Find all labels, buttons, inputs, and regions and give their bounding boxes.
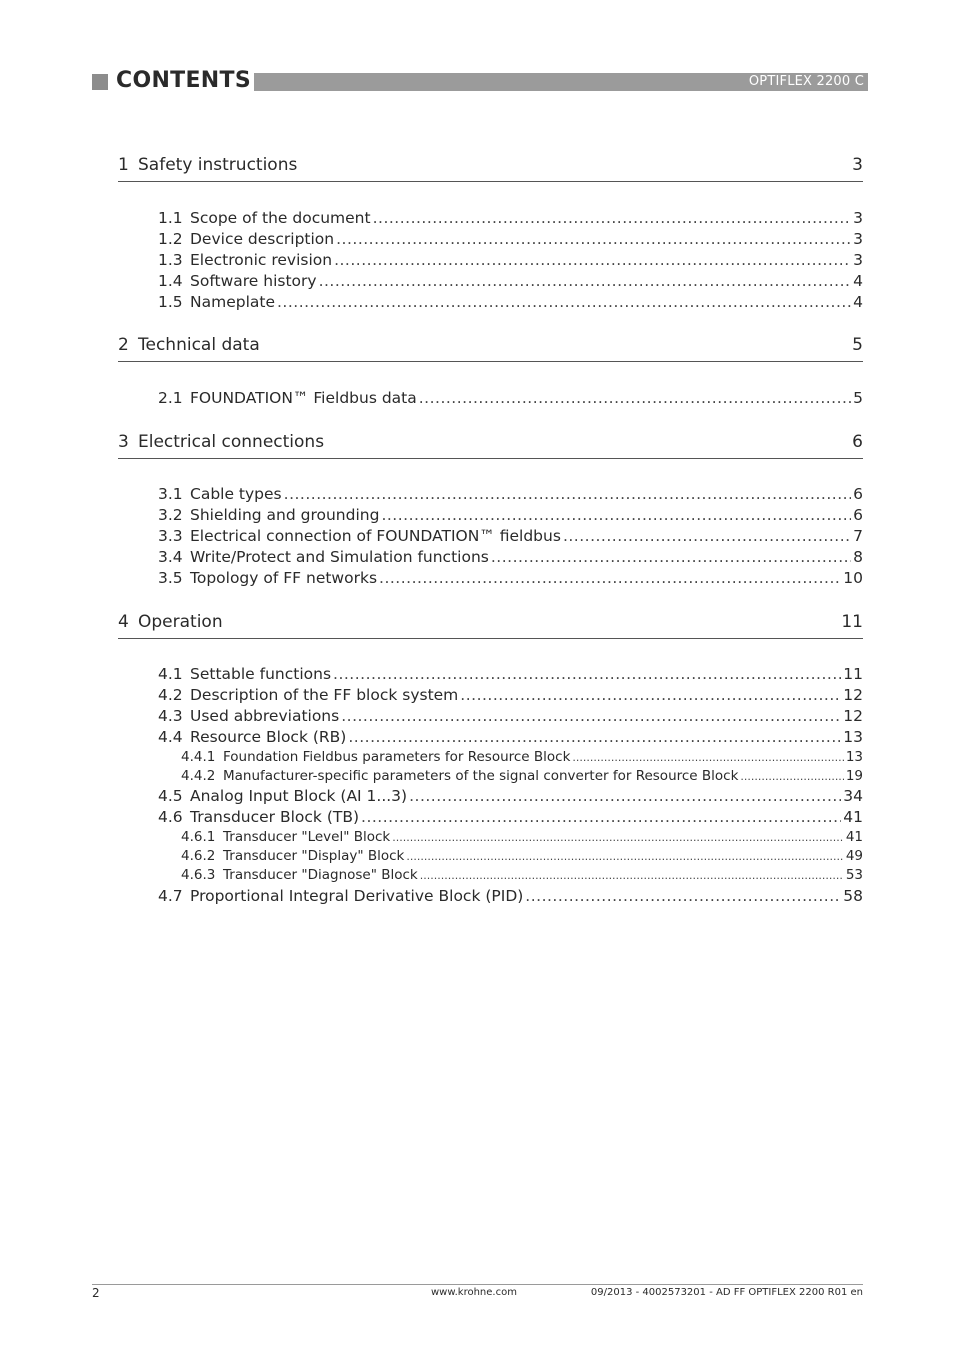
entry-title: Scope of the document (190, 209, 371, 227)
chapter-title: Operation (138, 612, 223, 632)
entry-title: Analog Input Block (AI 1...3) (190, 787, 408, 805)
entry-page: 13 (843, 728, 863, 746)
dot-leader (740, 767, 843, 786)
entry-page: 4 (853, 272, 863, 290)
entry-title: Used abbreviations (190, 707, 340, 725)
footer-divider (92, 1284, 863, 1285)
entry-number: 1.3 (158, 251, 183, 269)
dot-leader (284, 484, 851, 505)
page-header (0, 70, 954, 94)
dot-leader (334, 250, 851, 271)
toc-entry[interactable] (158, 271, 863, 292)
entry-page: 12 (843, 707, 863, 725)
toc-chapter-3[interactable] (118, 430, 863, 459)
dot-leader (333, 664, 841, 685)
entry-number: 1.5 (158, 293, 183, 311)
subentry-number: 4.6.3 (181, 867, 216, 883)
dot-leader (420, 866, 844, 885)
toc-subentry[interactable] (181, 767, 863, 786)
chapter-title: Electrical connections (138, 432, 325, 452)
entry-page: 34 (843, 787, 863, 805)
toc-entry[interactable] (158, 208, 863, 229)
toc-entry[interactable] (158, 685, 863, 706)
subentry-number: 4.4.2 (181, 768, 216, 784)
entry-title: Resource Block (RB) (190, 728, 347, 746)
entry-number: 4.4 (158, 728, 183, 746)
subentry-title: Foundation Fieldbus parameters for Resource Block (223, 749, 571, 765)
dot-leader (373, 208, 852, 229)
toc-chapter-1[interactable] (118, 153, 863, 182)
entry-number: 3.5 (158, 569, 183, 587)
dot-leader (572, 748, 843, 767)
chapter-page: 6 (852, 432, 863, 452)
dot-leader (563, 526, 851, 547)
chapter-title: Technical data (138, 335, 260, 355)
entry-page: 8 (853, 548, 863, 566)
toc-entry[interactable] (158, 706, 863, 727)
entry-number: 1.4 (158, 272, 183, 290)
toc-entry[interactable] (158, 727, 863, 748)
dot-leader (419, 388, 851, 409)
entry-number: 4.2 (158, 686, 183, 704)
subentry-number: 4.6.2 (181, 848, 216, 864)
toc-subentry[interactable] (181, 866, 863, 885)
chapter-page: 3 (852, 155, 863, 175)
entry-number: 4.7 (158, 887, 183, 905)
entry-title: Cable types (190, 485, 282, 503)
chapter-number: 2 (118, 335, 129, 355)
entry-title: Device description (190, 230, 335, 248)
header-square-marker (92, 74, 108, 90)
entry-number: 4.6 (158, 808, 183, 826)
subentry-title: Transducer "Diagnose" Block (223, 867, 418, 883)
entry-page: 11 (843, 665, 863, 683)
entry-number: 3.3 (158, 527, 183, 545)
subentry-number: 4.4.1 (181, 749, 216, 765)
entry-page: 6 (853, 506, 863, 524)
entry-number: 4.3 (158, 707, 183, 725)
entry-title: Description of the FF block system (190, 686, 459, 704)
toc-chapter-2[interactable] (118, 333, 863, 362)
entry-number: 3.1 (158, 485, 183, 503)
toc-entry[interactable] (158, 547, 863, 568)
entry-title: Electrical connection of FOUNDATION™ fieldbus (190, 527, 561, 545)
entry-title: FOUNDATION™ Fieldbus data (190, 389, 417, 407)
dot-leader (460, 685, 841, 706)
entry-title: Shielding and grounding (190, 506, 380, 524)
entry-page: 6 (853, 485, 863, 503)
entry-title: Nameplate (190, 293, 275, 311)
toc-entry[interactable] (158, 664, 863, 685)
entry-page: 7 (853, 527, 863, 545)
entry-title: Transducer Block (TB) (190, 808, 360, 826)
toc-subentry[interactable] (181, 847, 863, 866)
dot-leader (381, 505, 851, 526)
entry-number: 1.1 (158, 209, 183, 227)
entry-number: 2.1 (158, 389, 183, 407)
toc-subentry[interactable] (181, 828, 863, 847)
chapter-page: 5 (852, 335, 863, 355)
dot-leader (319, 271, 852, 292)
toc-entry[interactable] (158, 229, 863, 250)
entry-number: 4.1 (158, 665, 183, 683)
chapter-number: 4 (118, 612, 129, 632)
entry-page: 10 (843, 569, 863, 587)
entry-number: 3.4 (158, 548, 183, 566)
dot-leader (341, 706, 841, 727)
dot-leader (379, 568, 841, 589)
dot-leader (348, 727, 841, 748)
toc-entry[interactable] (158, 807, 863, 828)
chapter-number: 1 (118, 155, 129, 175)
footer-website-link[interactable]: www.krohne.com (431, 1287, 517, 1298)
toc-entry[interactable] (158, 388, 863, 409)
toc-entry[interactable] (158, 250, 863, 271)
subentry-page: 13 (845, 749, 863, 765)
toc-entry[interactable] (158, 526, 863, 547)
subentry-page: 53 (845, 867, 863, 883)
entry-page: 12 (843, 686, 863, 704)
toc-entry[interactable] (158, 568, 863, 589)
footer-page-number: 2 (92, 1286, 100, 1300)
toc-entry[interactable] (158, 886, 863, 907)
entry-title: Proportional Integral Derivative Block (PID) (190, 887, 524, 905)
entry-page: 4 (853, 293, 863, 311)
chapter-page: 11 (841, 612, 863, 632)
entry-page: 3 (853, 209, 863, 227)
dot-leader (361, 807, 841, 828)
subentry-title: Transducer "Display" Block (223, 848, 405, 864)
header-bar (254, 73, 868, 91)
dot-leader (406, 847, 843, 866)
entry-title: Software history (190, 272, 317, 290)
entry-number: 1.2 (158, 230, 183, 248)
dot-leader (491, 547, 851, 568)
toc-chapter-4[interactable] (118, 610, 863, 639)
product-name: OPTIFLEX 2200 C (748, 74, 864, 89)
dot-leader (336, 229, 851, 250)
chapter-number: 3 (118, 432, 129, 452)
toc-entry[interactable] (158, 505, 863, 526)
footer-document-reference: 09/2013 - 4002573201 - AD FF OPTIFLEX 2200 R01 en (590, 1287, 863, 1298)
entry-number: 4.5 (158, 787, 183, 805)
dot-leader (409, 786, 841, 807)
page-title: CONTENTS (116, 68, 251, 93)
subentry-title: Manufacturer-specific parameters of the signal converter for Resource Block (223, 768, 739, 784)
subentry-number: 4.6.1 (181, 829, 216, 845)
subentry-page: 19 (845, 768, 863, 784)
chapter-title: Safety instructions (138, 155, 298, 175)
dot-leader (392, 828, 844, 847)
entry-page: 58 (843, 887, 863, 905)
toc-entry[interactable] (158, 292, 863, 313)
entry-title: Topology of FF networks (190, 569, 378, 587)
toc-entry[interactable] (158, 786, 863, 807)
entry-number: 3.2 (158, 506, 183, 524)
dot-leader (525, 886, 841, 907)
subentry-page: 49 (845, 848, 863, 864)
entry-title: Write/Protect and Simulation functions (190, 548, 489, 566)
toc-subentry[interactable] (181, 748, 863, 767)
entry-title: Settable functions (190, 665, 332, 683)
toc-entry[interactable] (158, 484, 863, 505)
entry-page: 3 (853, 230, 863, 248)
subentry-title: Transducer "Level" Block (223, 829, 391, 845)
dot-leader (277, 292, 851, 313)
entry-page: 3 (853, 251, 863, 269)
entry-page: 41 (843, 808, 863, 826)
entry-page: 5 (853, 389, 863, 407)
subentry-page: 41 (845, 829, 863, 845)
entry-title: Electronic revision (190, 251, 333, 269)
